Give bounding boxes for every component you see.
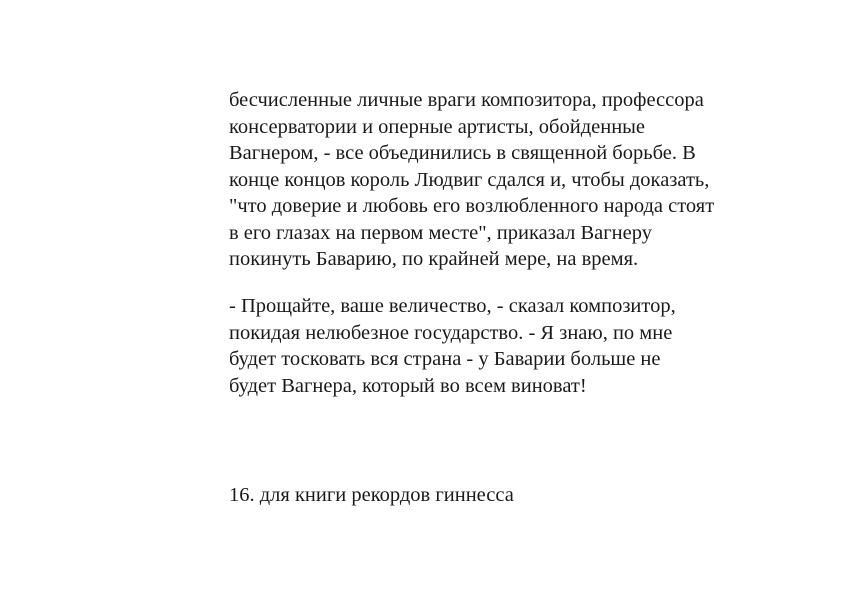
paragraph-farewell-quote	[229, 293, 769, 399]
text-line: - Прощайте, ваше величество, - сказал композитор,	[229, 295, 676, 317]
text-line: "что доверие и любовь его возлюбленного народа стоят	[229, 195, 715, 217]
text-line: покинуть Баварию, по крайней мере, на время.	[229, 248, 639, 270]
section-heading-text: 16. для книги рекордов гиннесса	[229, 484, 514, 506]
text-line: конце концов король Людвиг сдался и, чтобы доказать,	[229, 168, 710, 191]
text-line: покидая нелюбезное государство. - Я знаю, по мне	[229, 321, 673, 344]
text-line: Вагнером, - все объединились в священной борьбе. В	[229, 142, 696, 164]
text-line: будет Вагнера, который во всем виноват!	[229, 374, 587, 397]
section-heading	[229, 482, 769, 509]
paragraph-story-end	[229, 87, 769, 273]
text-line: будет тосковать вся страна - у Баварии больше не	[229, 348, 661, 370]
text-line: консерватории и оперные артисты, обойденные	[229, 115, 646, 138]
text-line: бесчисленные личные враги композитора, профессора	[229, 89, 704, 111]
text-line: в его глазах на первом месте", приказал Вагнеру	[229, 221, 652, 244]
